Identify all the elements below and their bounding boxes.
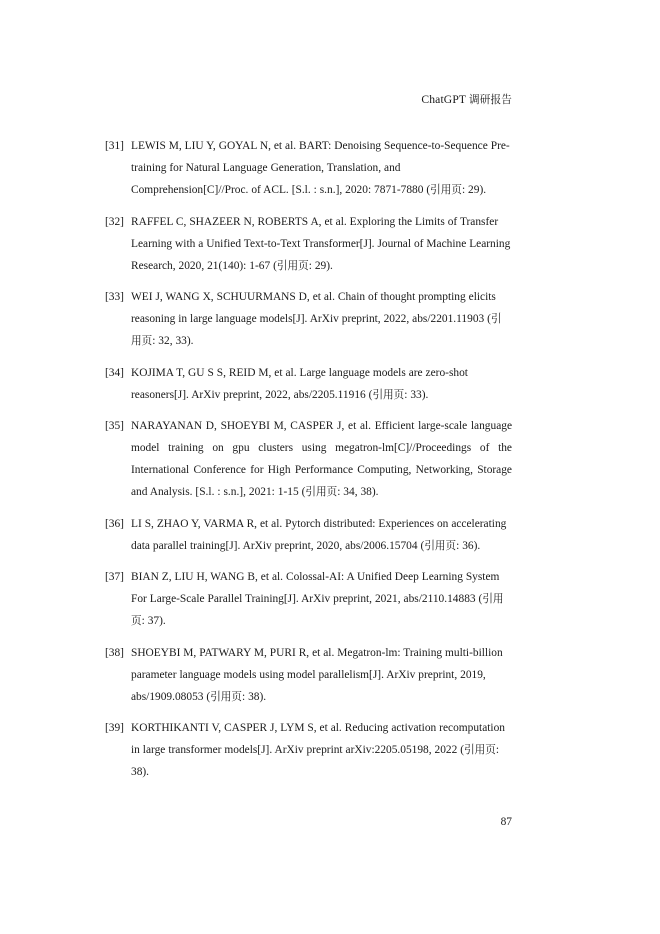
cjk-text-run: 引用页: [430, 184, 462, 196]
reference-text: NARAYANAN D, SHOEYBI M, CASPER J, et al. Efficient large-scale language model training on gpu clusters using megatron-lm[C]//Proceedings of the International Conference for High Performance Computing, Networking, Storage and Analysis. [S.l. : s.n.], 2021: 1-15 (引用页: 34, 38).: [131, 420, 512, 498]
cjk-text-run: 引用页: [276, 259, 309, 272]
reference-text: BIAN Z, LIU H, WANG B, et al. Colossal-AI: A Unified Deep Learning System For Large-Scale Parallel Training[J]. ArXiv preprint, 2021, abs/2110.14883 (引用页: 37).: [131, 571, 504, 627]
cjk-text-run: 引用页: [305, 486, 338, 498]
reference-entry: [105, 286, 512, 352]
reference-label: [33]: [105, 291, 124, 303]
running-head: ChatGPT 调研报告: [421, 93, 512, 106]
cjk-text-run: 引用页: [131, 593, 504, 627]
reference-label: [38]: [105, 646, 124, 659]
cjk-text-run: 引用页: [372, 388, 405, 401]
bibliography-list: [105, 135, 512, 793]
reference-label: [37]: [105, 571, 124, 583]
reference-text: KOJIMA T, GU S S, REID M, et al. Large language models are zero-shot reasoners[J]. ArXiv preprint, 2022, abs/2205.11916 (引用页: 33).: [131, 366, 468, 401]
reference-text: LEWIS M, LIU Y, GOYAL N, et al. BART: Denoising Sequence-to-Sequence Pre-training for Natural Language Generation, Translation, and Comprehension[C]//Proc. of ACL. [S.l. : s.n.], 2020: 7871-7880 (引用页: 29).: [131, 140, 510, 196]
reference-label: [31]: [105, 140, 124, 152]
reference-entry: [105, 415, 512, 503]
reference-text: WEI J, WANG X, SCHUURMANS D, et al. Chain of thought prompting elicits reasoning in large language models[J]. ArXiv preprint, 2022, abs/2201.11903 (引用页: 32, 33).: [131, 291, 502, 347]
reference-entry: [105, 362, 512, 406]
cjk-text-run: 引用页: [210, 690, 242, 703]
reference-text: SHOEYBI M, PATWARY M, PURI R, et al. Megatron-lm: Training multi-billion parameter language models using model parallelism[J]. ArXiv preprint, 2019, abs/1909.08053 (引用页: 38).: [131, 646, 503, 703]
reference-entry: [105, 513, 512, 557]
reference-label: [35]: [105, 420, 124, 432]
reference-entry: [105, 642, 512, 708]
cjk-text-run: 引用页: [131, 313, 502, 347]
cjk-text-run: 引用页: [424, 539, 457, 552]
page-number: 87: [500, 816, 512, 828]
reference-label: [34]: [105, 366, 124, 379]
cjk-text-run: 引用页: [464, 744, 496, 756]
reference-entry: [105, 717, 512, 783]
reference-entry: [105, 566, 512, 632]
reference-label: [39]: [105, 722, 124, 734]
reference-entry: [105, 211, 512, 277]
reference-label: [36]: [105, 517, 124, 530]
reference-text: KORTHIKANTI V, CASPER J, LYM S, et al. Reducing activation recomputation in large transformer models[J]. ArXiv preprint arXiv:2205.05198, 2022 (引用页: 38).: [131, 722, 505, 778]
cjk-text-run: 调研报告: [469, 94, 512, 106]
reference-text: RAFFEL C, SHAZEER N, ROBERTS A, et al. Exploring the Limits of Transfer Learning with a Unified Text-to-Text Transformer[J]. Journal of Machine Learning Research, 2020, 21(140): 1-67 (引用页: 29).: [131, 215, 511, 272]
reference-label: [32]: [105, 215, 124, 228]
reference-text: LI S, ZHAO Y, VARMA R, et al. Pytorch distributed: Experiences on accelerating data parallel training[J]. ArXiv preprint, 2020, abs/2006.15704 (引用页: 36).: [131, 517, 507, 552]
reference-entry: [105, 135, 512, 201]
